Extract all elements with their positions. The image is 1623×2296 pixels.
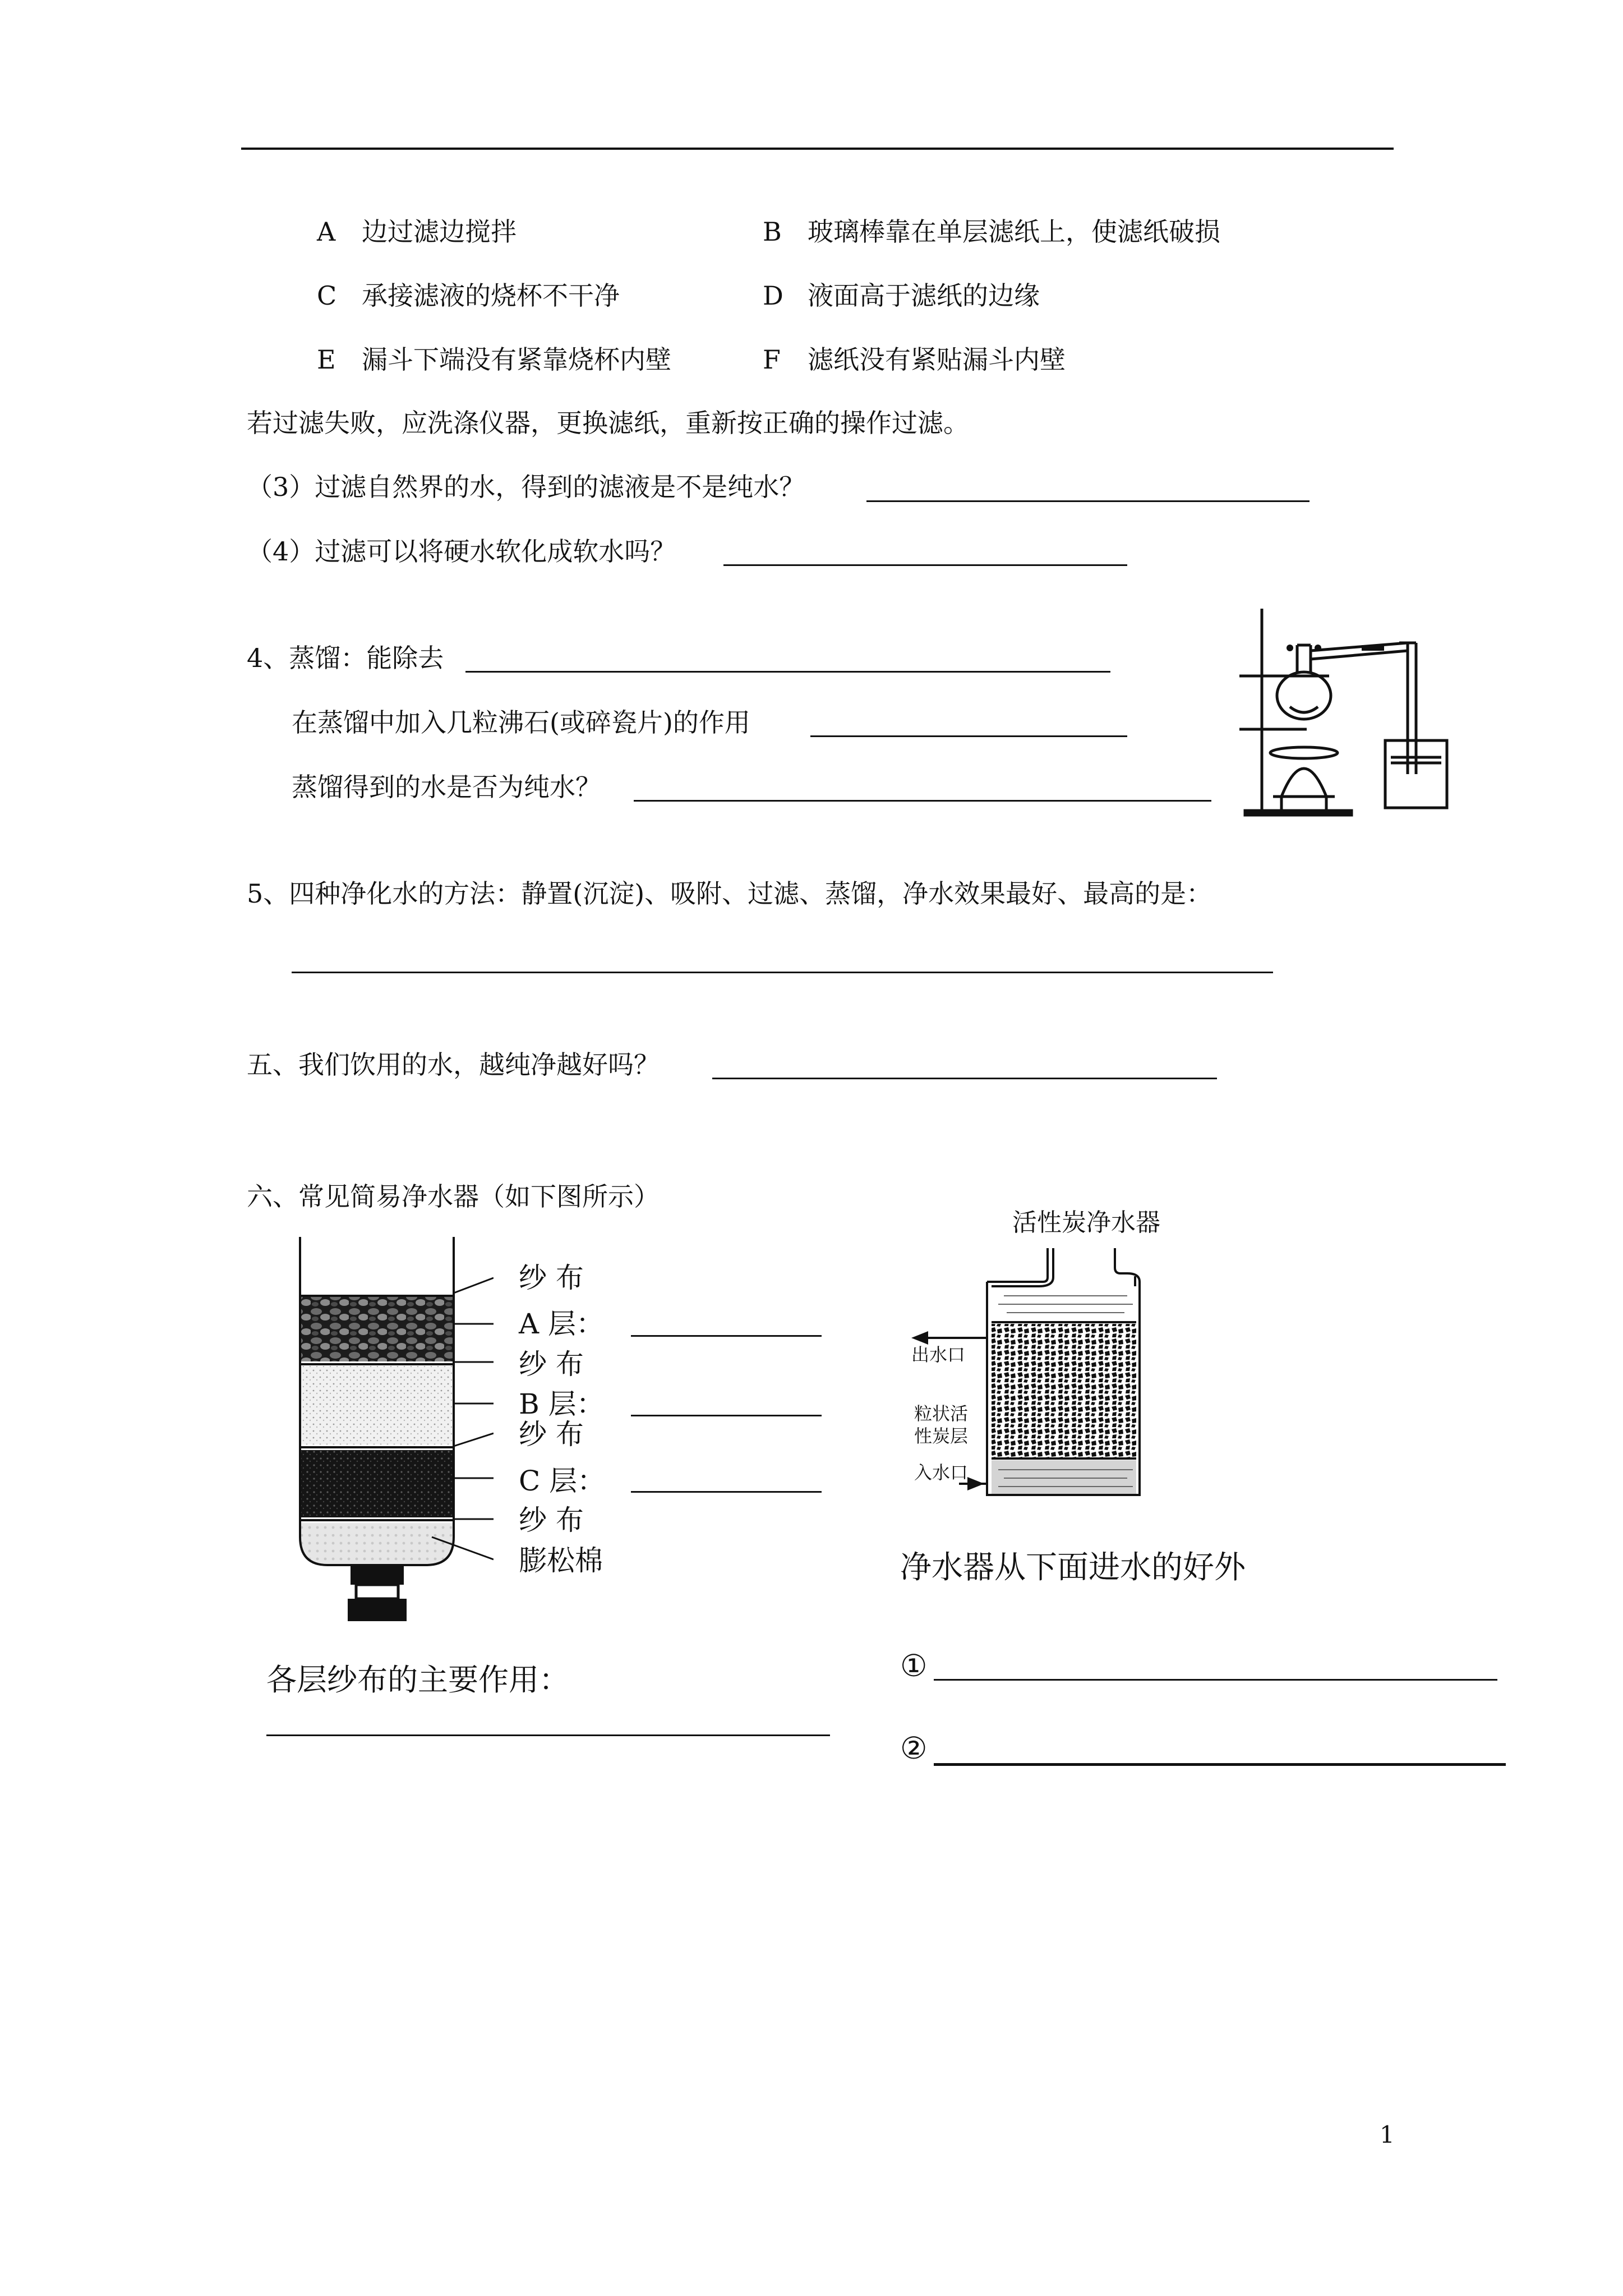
option-d-text: 液面高于滤纸的边缘 — [808, 280, 1040, 311]
option-f-text: 滤纸没有紧贴漏斗内壁 — [808, 344, 1066, 375]
section-4-q2: 蒸馏得到的水是否为纯水？ — [292, 772, 601, 802]
question-3: （3）过滤自然界的水，得到的滤液是不是纯水？ — [247, 472, 805, 502]
carbon-label-inlet: 入水口 — [914, 1462, 969, 1483]
answer-blank-s4-2[interactable] — [810, 735, 1127, 737]
section-five-text: 五、我们饮用的水，越纯净越好吗？ — [247, 1050, 660, 1080]
section-4-title: 4、蒸馏：能除去 — [247, 643, 444, 673]
answer-blank-s4-3[interactable] — [634, 800, 1211, 802]
answer-blank-s4-1[interactable] — [465, 671, 1110, 673]
filter-label-layer-a: A 层： — [519, 1308, 605, 1340]
option-f-letter: F — [763, 344, 781, 375]
option-b-letter: B — [763, 217, 782, 247]
option-a-text: 边过滤边搅拌 — [362, 217, 517, 247]
filter-label-gauze-3: 纱 布 — [519, 1418, 584, 1451]
option-c-text: 承接滤液的烧杯不干净 — [362, 280, 620, 311]
filter-fail-note: 若过滤失败，应洗涤仪器，更换滤纸，重新按正确的操作过滤。 — [247, 408, 969, 438]
answer-blank-q4[interactable] — [723, 564, 1127, 566]
section-5-text: 5、四种净化水的方法：静置(沉淀)、吸附、过滤、蒸馏，净水效果最好、最高的是： — [247, 878, 1212, 909]
answer-mark-2: ② — [900, 1731, 928, 1766]
bottle-filter-figure — [292, 1234, 494, 1627]
filter-label-gauze-2: 纱 布 — [519, 1348, 584, 1381]
filter-label-gauze-1: 纱 布 — [519, 1262, 584, 1294]
carbon-purifier-title: 活性炭净水器 — [1012, 1208, 1160, 1237]
answer-blank-gauze[interactable] — [266, 1734, 830, 1736]
filter-label-gauze-4: 纱 布 — [519, 1504, 584, 1536]
answer-blank-s5[interactable] — [292, 972, 1273, 973]
gauze-question: 各层纱布的主要作用： — [266, 1662, 569, 1697]
answer-mark-1: ① — [900, 1648, 928, 1683]
carbon-label-outlet: 出水口 — [911, 1344, 966, 1365]
answer-blank-five[interactable] — [712, 1078, 1217, 1079]
option-e-letter: E — [317, 344, 336, 375]
answer-blank-layer-a[interactable] — [631, 1335, 822, 1337]
filter-label-cotton: 膨松棉 — [519, 1544, 603, 1577]
distillation-apparatus-figure — [1228, 606, 1509, 819]
answer-blank-layer-c[interactable] — [631, 1491, 822, 1493]
filter-label-layer-c: C 层： — [519, 1465, 606, 1497]
section-4-q1: 在蒸馏中加入几粒沸石(或碎瓷片)的作用 — [292, 707, 750, 738]
section-six-title: 六、常见简易净水器（如下图所示） — [247, 1181, 660, 1212]
option-c-letter: C — [317, 280, 337, 311]
filter-label-layer-b: B 层： — [519, 1388, 605, 1420]
option-d-letter: D — [763, 280, 783, 311]
answer-blank-q3[interactable] — [866, 500, 1310, 502]
carbon-label-carbon-1: 粒状活 — [914, 1403, 969, 1424]
option-e-text: 漏斗下端没有紧靠烧杯内壁 — [362, 344, 671, 375]
option-b-text: 玻璃棒靠在单层滤纸上，使滤纸破损 — [808, 217, 1220, 247]
option-a-letter: A — [317, 217, 336, 247]
answer-blank-carbon-2[interactable] — [934, 1763, 1506, 1766]
question-4: （4）过滤可以将硬水软化成软水吗？ — [247, 536, 676, 567]
header-rule — [241, 148, 1394, 150]
answer-blank-carbon-1[interactable] — [934, 1679, 1497, 1681]
carbon-question: 净水器从下面进水的好外 — [900, 1549, 1246, 1586]
answer-blank-layer-b[interactable] — [631, 1415, 822, 1416]
carbon-label-carbon-2: 性炭层 — [914, 1425, 969, 1447]
page-number: 1 — [1380, 2121, 1395, 2148]
